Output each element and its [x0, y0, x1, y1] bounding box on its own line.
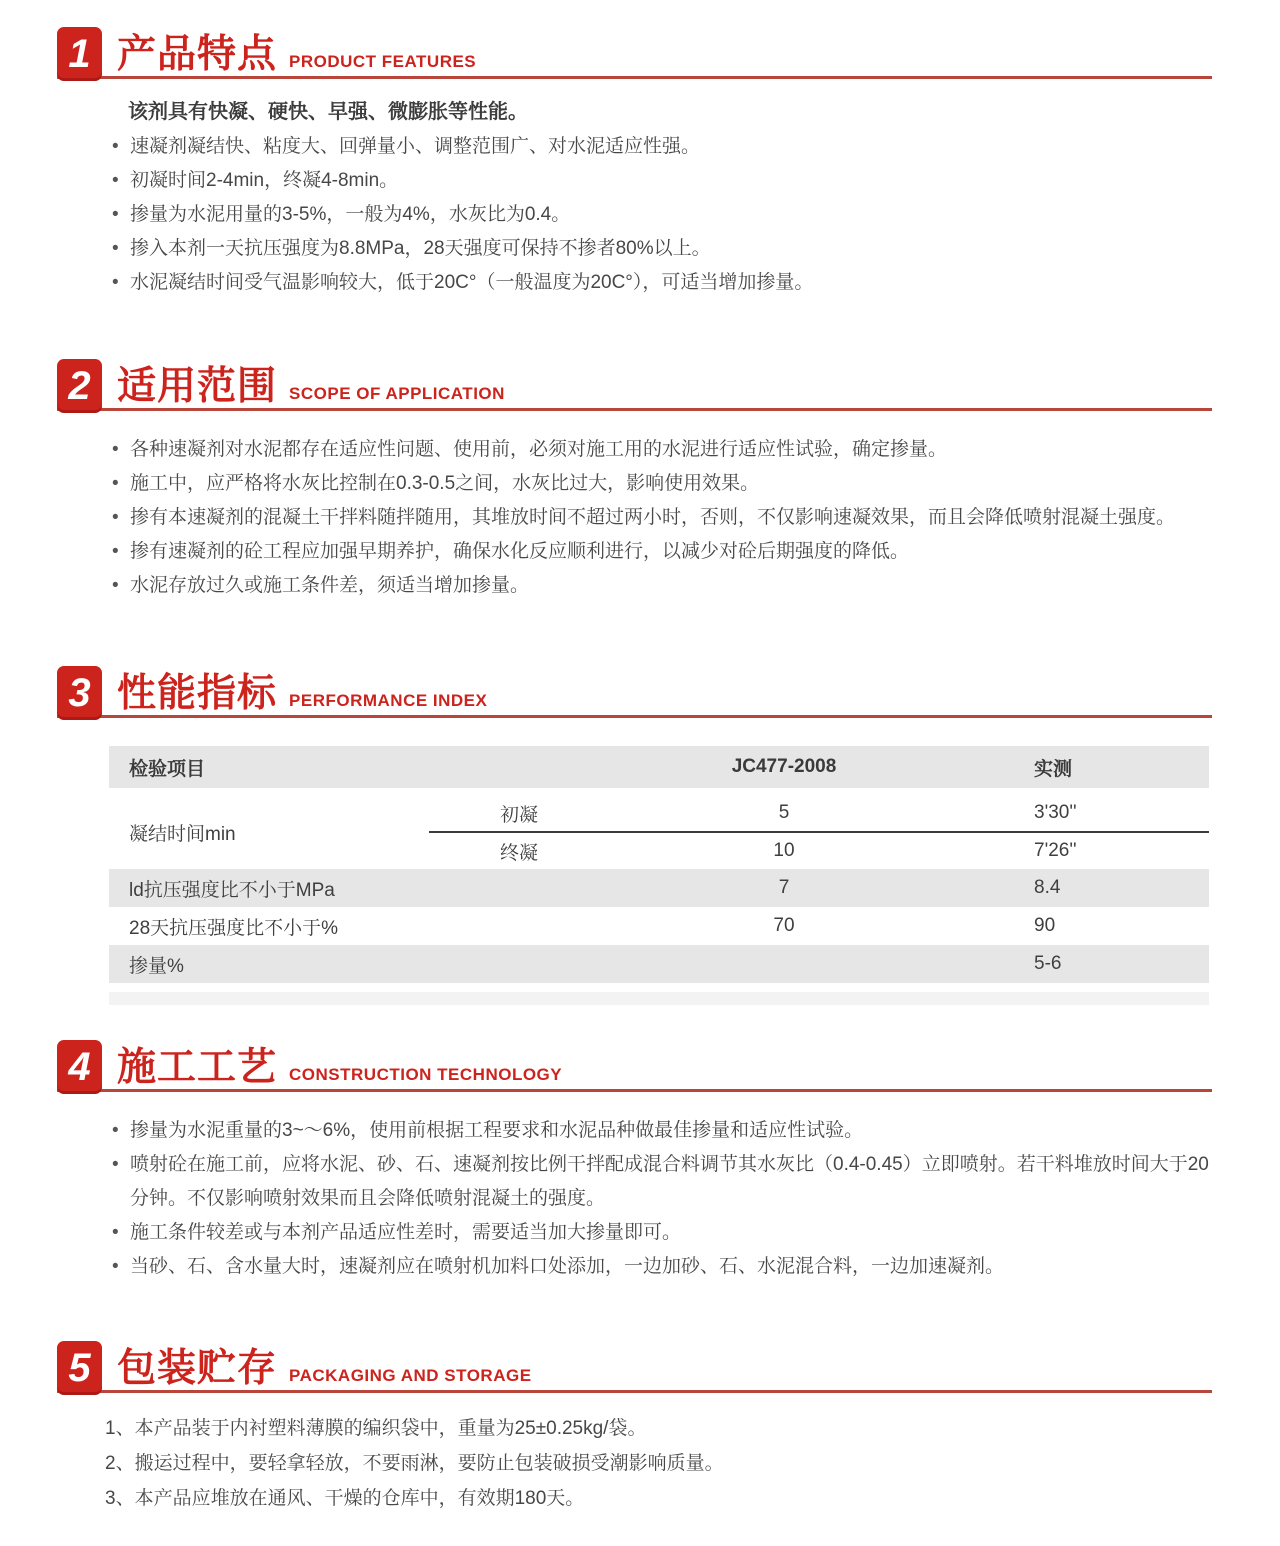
table-cell-item: 掺量% — [129, 955, 184, 977]
table-cell-sub-label: 初凝 — [499, 804, 538, 826]
table-cell-standard: 70 — [773, 915, 795, 936]
setting-time-subrows — [429, 795, 1209, 869]
section-title-en-5: PACKAGING AND STORAGE — [289, 1366, 532, 1385]
table-cell-standard: 10 — [773, 840, 795, 861]
list-item: • 掺有本速凝剂的混凝土干拌料随拌随用，其堆放时间不超过两小时，否则，不仅影响速凝效果，而且会降低喷射混凝土强度。 — [112, 501, 1212, 535]
section-title-en-4: CONSTRUCTION TECHNOLOGY — [289, 1065, 563, 1084]
list-item: • 施工中，应严格将水灰比控制在0.3-0.5之间，水灰比过大，影响使用效果。 — [112, 467, 1212, 501]
table-header-row — [109, 746, 1209, 788]
section-packaging-storage — [57, 1334, 1212, 1516]
section-header-4 — [57, 1033, 1212, 1092]
section-title-zh-2: 适用范围 — [117, 365, 278, 408]
list-item: • 当砂、石、含水量大时，速凝剂应在喷射机加料口处添加，一边加砂、石、水泥混合料，一边加速凝剂。 — [112, 1250, 1212, 1284]
features-intro-line: 该剂具有快凝、硬快、早强、微膨胀等性能。 — [128, 101, 528, 123]
features-bullet-list — [57, 130, 1212, 300]
section-number-badge-1: 1 — [57, 27, 102, 81]
table-subrow-final-set — [429, 833, 1209, 869]
list-item: 3、本产品应堆放在通风、干燥的仓库中，有效期180天。 — [105, 1488, 585, 1509]
list-item: • 水泥存放过久或施工条件差，须适当增加掺量。 — [112, 569, 1212, 603]
section-title-en-1: PRODUCT FEATURES — [289, 52, 477, 71]
table-bottom-strip — [109, 992, 1209, 1005]
table-cell-measured: 90 — [1034, 915, 1056, 936]
table-row-setting-time — [109, 795, 1209, 869]
table-header-item: 检验项目 — [129, 758, 206, 780]
section-title-zh-1: 产品特点 — [117, 33, 278, 76]
list-item: • 各种速凝剂对水泥都存在适应性问题、使用前，必须对施工用的水泥进行适应性试验，确定掺量。 — [112, 433, 1212, 467]
list-item: • 掺量为水泥重量的3~～6%，使用前根据工程要求和水泥品种做最佳掺量和适应性试验。 — [112, 1114, 1212, 1148]
list-item: • 掺有速凝剂的砼工程应加强早期养护，确保水化反应顺利进行，以减少对砼后期强度的降低。 — [112, 535, 1212, 569]
list-item: • 速凝剂凝结快、粘度大、回弹量小、调整范围广、对水泥适应性强。 — [112, 130, 1212, 164]
table-subrow-initial-set — [429, 795, 1209, 833]
section-number-badge-3: 3 — [57, 666, 102, 720]
list-item: 1、本产品装于内衬塑料薄膜的编织袋中，重量为25±0.25kg/袋。 — [105, 1418, 647, 1439]
section-scope-of-application — [57, 352, 1212, 603]
table-cell-measured: 8.4 — [1034, 877, 1061, 898]
section-number-badge-4: 4 — [57, 1040, 102, 1094]
section-title-en-3: PERFORMANCE INDEX — [289, 691, 488, 710]
list-item: • 喷射砼在施工前，应将水泥、砂、石、速凝剂按比例干拌配成混合料调节其水灰比（0.4-0.45）立即喷射。若干料堆放时间大于20分钟。不仅影响喷射效果而且会降低喷射混凝土的强度。 — [112, 1148, 1212, 1216]
list-item: • 初凝时间2-4min，终凝4-8min。 — [112, 164, 1212, 198]
section-title-zh-4: 施工工艺 — [117, 1046, 278, 1089]
construction-bullet-list — [57, 1114, 1212, 1284]
list-item: • 水泥凝结时间受气温影响较大，低于20C°（一般温度为20C°），可适当增加掺量。 — [112, 266, 1212, 300]
section-number-badge-2: 2 — [57, 359, 102, 413]
packaging-numbered-list — [105, 1411, 1212, 1516]
list-item: • 掺入本剂一天抗压强度为8.8MPa，28天强度可保持不掺者80%以上。 — [112, 232, 1212, 266]
table-cell-measured: 3'30'' — [1034, 802, 1077, 823]
section-title-zh-5: 包装贮存 — [117, 1347, 278, 1390]
section-header-3 — [57, 659, 1212, 718]
section-construction-technology — [57, 1033, 1212, 1284]
section-header-1 — [57, 20, 1212, 79]
performance-table — [109, 746, 1209, 1005]
table-header-measured: 实测 — [1034, 758, 1073, 780]
section-product-features — [57, 20, 1212, 300]
list-item: • 掺量为水泥用量的3-5%，一般为4%，水灰比为0.4。 — [112, 198, 1212, 232]
table-cell-item: 28天抗压强度比不小于% — [129, 917, 339, 939]
table-cell-item: 凝结时间min — [129, 823, 236, 845]
scope-bullet-list — [57, 433, 1212, 603]
table-cell-measured: 7'26'' — [1034, 840, 1077, 861]
table-cell-standard: 5 — [778, 802, 790, 823]
table-cell-measured: 5-6 — [1034, 953, 1062, 974]
table-cell-standard: 7 — [778, 877, 790, 898]
section-header-5 — [57, 1334, 1212, 1393]
table-header-standard: JC477-2008 — [731, 756, 837, 777]
table-row-1d-strength — [109, 869, 1209, 907]
list-item: 2、搬运过程中，要轻拿轻放，不要雨淋，要防止包装破损受潮影响质量。 — [105, 1453, 724, 1474]
section-header-2 — [57, 352, 1212, 411]
table-row-28d-strength — [109, 907, 1209, 945]
section-title-zh-3: 性能指标 — [117, 672, 278, 715]
section-performance-index — [57, 659, 1212, 1005]
table-row-dosage — [109, 945, 1209, 983]
table-cell-item: ld抗压强度比不小于MPa — [129, 879, 335, 901]
section-title-en-2: SCOPE OF APPLICATION — [289, 384, 505, 403]
section-number-badge-5: 5 — [57, 1341, 102, 1395]
table-cell-sub-label: 终凝 — [499, 842, 538, 864]
list-item: • 施工条件较差或与本剂产品适应性差时，需要适当加大掺量即可。 — [112, 1216, 1212, 1250]
